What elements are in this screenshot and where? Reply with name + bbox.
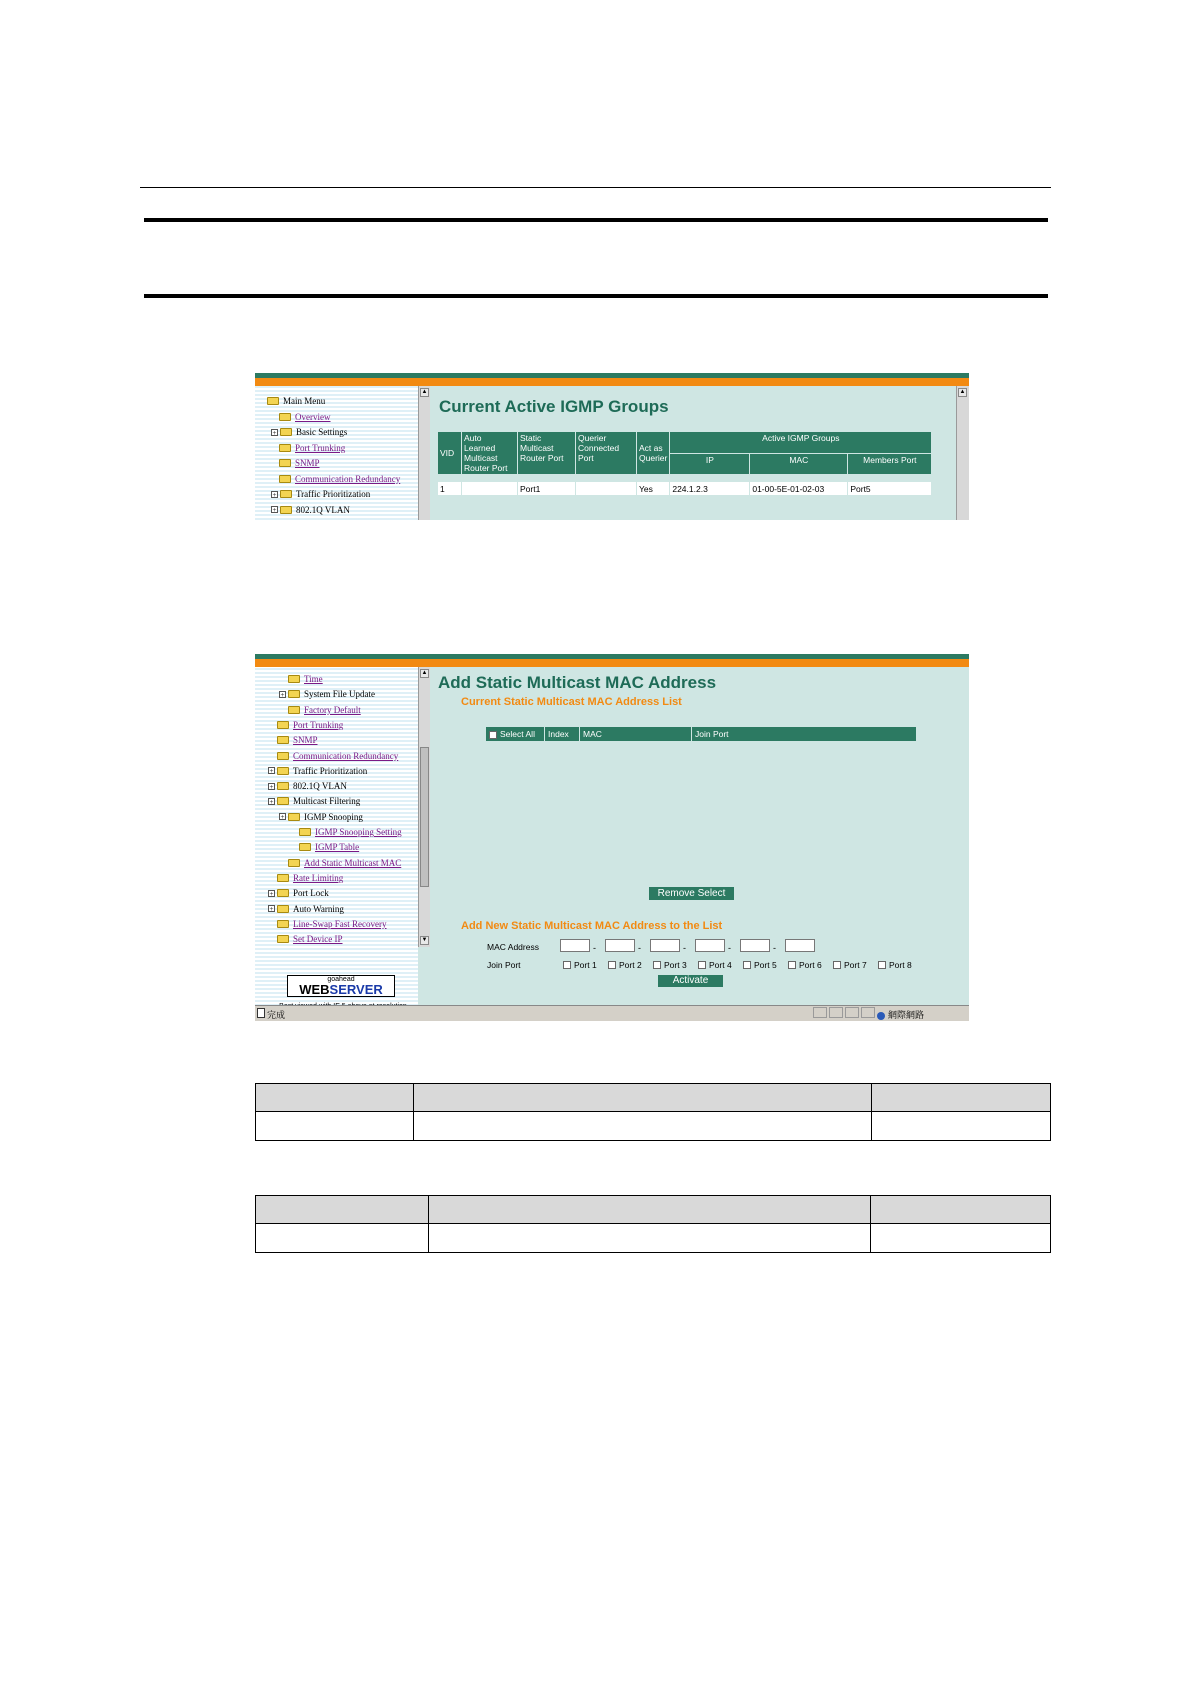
- expand-icon[interactable]: +: [269, 782, 274, 791]
- mac-separator: -: [593, 943, 596, 953]
- nav-item-label: Line-Swap Fast Recovery: [293, 918, 387, 929]
- col-mac: MAC: [580, 727, 692, 741]
- nav-tree: [255, 667, 418, 1006]
- content-scrollbar[interactable]: [956, 386, 969, 520]
- join-port-option[interactable]: [698, 960, 732, 970]
- cell-querier-connected: [576, 482, 637, 496]
- folder-icon: [277, 797, 289, 805]
- expand-icon[interactable]: +: [280, 813, 285, 822]
- mac-octet-input[interactable]: [695, 939, 725, 952]
- folder-icon: [277, 920, 289, 928]
- folder-icon: [279, 444, 291, 452]
- folder-icon: [279, 475, 291, 483]
- port-label: Port 7: [844, 960, 867, 970]
- col-vid: VID: [438, 432, 462, 475]
- nav-item-label: 802.1Q VLAN: [293, 781, 347, 792]
- folder-icon: [277, 721, 289, 729]
- nav-item[interactable]: [279, 443, 345, 453]
- table-row: [438, 482, 932, 496]
- folder-icon: [277, 874, 289, 882]
- folder-icon: [288, 690, 300, 698]
- nav-item-label: Multicast Filtering: [293, 796, 361, 807]
- nav-item-label: Rate Limiting: [293, 872, 344, 883]
- nav-item-label: Basic Settings: [296, 427, 348, 437]
- cell-auto-learned: [462, 482, 518, 496]
- folder-icon: [277, 935, 289, 943]
- cell-members-port: Port5: [848, 482, 932, 496]
- scroll-up-arrow-icon[interactable]: ▲: [421, 389, 428, 395]
- nav-item[interactable]: [277, 919, 386, 929]
- folder-icon: [280, 506, 292, 514]
- activate-button[interactable]: Activate: [657, 974, 724, 988]
- mac-octet-input[interactable]: [605, 939, 635, 952]
- select-all-cell[interactable]: Select All: [486, 727, 545, 741]
- scroll-up-arrow-icon[interactable]: ▲: [421, 670, 428, 676]
- expand-icon[interactable]: +: [272, 490, 277, 499]
- nav-item[interactable]: [271, 489, 370, 499]
- nav-item[interactable]: [268, 781, 347, 791]
- cell-ip: 224.1.2.3: [670, 482, 750, 496]
- expand-icon[interactable]: +: [269, 889, 274, 898]
- nav-item[interactable]: [268, 796, 360, 806]
- expand-icon[interactable]: +: [272, 428, 277, 437]
- nav-item-label: Main Menu: [283, 396, 326, 406]
- expand-icon[interactable]: +: [272, 506, 277, 514]
- nav-item-label: Factory Default: [304, 704, 361, 715]
- nav-item[interactable]: [279, 689, 375, 699]
- mac-separator: -: [638, 943, 641, 953]
- port-checkbox[interactable]: [833, 961, 841, 969]
- mac-separator: -: [728, 943, 731, 953]
- join-port-option[interactable]: [878, 960, 912, 970]
- folder-icon: [279, 413, 291, 421]
- nav-item-label: SNMP: [295, 458, 320, 468]
- cell-vid: 1: [438, 482, 462, 496]
- nav-item-label: Add Static Multicast MAC: [304, 857, 402, 868]
- nav-item-label: Communication Redundancy: [295, 473, 401, 484]
- nav-item[interactable]: [279, 474, 400, 484]
- nav-item-label: Set Device IP: [293, 934, 343, 945]
- goahead-webserver-logo: goahead WEBSERVER: [287, 975, 395, 997]
- folder-icon: [279, 459, 291, 467]
- port-checkbox[interactable]: [788, 961, 796, 969]
- folder-icon: [280, 490, 292, 498]
- nav-item[interactable]: [277, 751, 398, 761]
- col-act-as-querier: Act as Querier: [637, 432, 670, 475]
- folder-icon: [299, 843, 311, 851]
- join-port-option[interactable]: [653, 960, 687, 970]
- section-rule-top: [144, 218, 1048, 222]
- header-rule: [140, 187, 1051, 188]
- folder-icon: [277, 752, 289, 760]
- setting-table-1: [255, 1083, 1051, 1141]
- static-multicast-screenshot: [255, 654, 969, 1021]
- setting-table-2: [255, 1195, 1051, 1253]
- col-index: Index: [545, 727, 580, 741]
- col-querier-connected: Querier Connected Port: [576, 432, 637, 475]
- folder-icon: [277, 889, 289, 897]
- nav-item[interactable]: [277, 720, 343, 730]
- nav-item-label: SNMP: [293, 735, 318, 746]
- scroll-up-arrow-icon[interactable]: ▲: [959, 389, 966, 395]
- accent-bar: [255, 659, 969, 667]
- port-label: Port 5: [754, 960, 777, 970]
- mac-list-header: [486, 727, 916, 741]
- mac-separator: -: [683, 943, 686, 953]
- col-active-groups: Active IGMP Groups: [670, 432, 932, 454]
- mac-octet-input[interactable]: [740, 939, 770, 952]
- igmp-groups-screenshot: [255, 373, 969, 520]
- nav-item-label: Overview: [295, 411, 331, 422]
- remove-select-button[interactable]: Remove Select: [648, 886, 735, 901]
- port-checkbox[interactable]: [698, 961, 706, 969]
- col-mac: MAC: [750, 453, 848, 475]
- join-port-label: Join Port: [487, 960, 521, 970]
- accent-bar: [255, 378, 969, 386]
- page-title: Add Static Multicast MAC Address: [438, 673, 717, 692]
- nav-item[interactable]: [279, 812, 363, 822]
- port-checkbox[interactable]: [653, 961, 661, 969]
- nav-item[interactable]: [277, 873, 343, 883]
- nav-item-label: 802.1Q VLAN: [296, 504, 350, 515]
- col-auto-learned: Auto Learned Multicast Router Port: [462, 432, 518, 475]
- folder-icon: [277, 767, 289, 775]
- expand-icon[interactable]: +: [269, 905, 274, 913]
- port-label: Port 6: [799, 960, 822, 970]
- expand-icon[interactable]: +: [269, 767, 274, 776]
- folder-icon: [299, 828, 311, 836]
- folder-icon: [288, 675, 300, 683]
- expand-icon[interactable]: +: [280, 690, 285, 699]
- nav-item-label: Communication Redundancy: [293, 750, 399, 761]
- mac-separator: -: [773, 943, 776, 953]
- nav-item[interactable]: [268, 766, 367, 776]
- folder-icon: [267, 397, 279, 405]
- port-checkbox[interactable]: [743, 961, 751, 969]
- join-port-option[interactable]: [563, 960, 597, 970]
- nav-item-label: Port Trunking: [293, 719, 344, 730]
- status-text: 完成: [267, 1010, 286, 1020]
- col-ip: IP: [670, 453, 750, 475]
- nav-item-label: Auto Warning: [293, 903, 344, 914]
- mac-octet-input[interactable]: [560, 939, 590, 952]
- port-label: Port 1: [574, 960, 597, 970]
- port-checkbox[interactable]: [878, 961, 886, 969]
- scroll-down-arrow-icon[interactable]: ▼: [421, 937, 428, 943]
- current-list-title: Current Static Multicast MAC Address List: [461, 696, 682, 708]
- nav-item[interactable]: [277, 735, 318, 745]
- nav-item[interactable]: [288, 705, 361, 715]
- folder-icon: [277, 782, 289, 790]
- folder-icon: [280, 428, 292, 436]
- status-bar: [255, 1005, 969, 1021]
- main-content: [429, 667, 969, 1006]
- port-checkbox[interactable]: [608, 961, 616, 969]
- select-all-checkbox[interactable]: [489, 731, 497, 739]
- nav-item[interactable]: [268, 904, 344, 914]
- nav-item[interactable]: [299, 842, 359, 852]
- nav-item[interactable]: [271, 505, 350, 515]
- join-port-option[interactable]: [833, 960, 867, 970]
- section-rule-bottom: [144, 294, 1048, 298]
- mac-address-label: MAC Address: [487, 942, 539, 952]
- nav-item[interactable]: [279, 458, 320, 468]
- nav-tree: [255, 386, 418, 520]
- port-label: Port 3: [664, 960, 687, 970]
- cell-static-router: Port1: [518, 482, 576, 496]
- nav-item-label: System File Update: [304, 689, 375, 700]
- cell-act-as-querier: Yes: [637, 482, 670, 496]
- nav-item-label: Traffic Prioritization: [293, 765, 368, 776]
- port-label: Port 8: [889, 960, 912, 970]
- col-join-port: Join Port: [695, 729, 729, 739]
- page-title: Current Active IGMP Groups: [439, 397, 669, 416]
- expand-icon[interactable]: +: [269, 797, 274, 806]
- join-port-option[interactable]: [743, 960, 777, 970]
- internet-globe-icon: [877, 1012, 885, 1020]
- nav-item[interactable]: [288, 674, 323, 684]
- igmp-groups-table: [437, 431, 932, 496]
- nav-item[interactable]: [288, 858, 401, 868]
- add-new-title: Add New Static Multicast MAC Address to the List: [461, 920, 723, 932]
- nav-item[interactable]: [268, 888, 329, 898]
- zone-indicator: 網際網路: [877, 1008, 924, 1021]
- port-checkbox[interactable]: [563, 961, 571, 969]
- nav-item-label: IGMP Snooping: [304, 811, 363, 822]
- nav-item-label: Time: [304, 674, 323, 684]
- nav-item[interactable]: [279, 412, 331, 422]
- port-label: Port 2: [619, 960, 642, 970]
- main-content: [429, 386, 957, 520]
- mac-octet-input[interactable]: [785, 939, 815, 952]
- nav-item[interactable]: [271, 427, 347, 437]
- cell-mac: 01-00-5E-01-02-03: [750, 482, 848, 496]
- mac-octet-input[interactable]: [650, 939, 680, 952]
- nav-item[interactable]: [299, 827, 402, 837]
- nav-item-label: Port Lock: [293, 888, 329, 899]
- nav-item-label: Port Trunking: [295, 442, 346, 453]
- folder-icon: [277, 905, 289, 913]
- col-static-router: Static Multicast Router Port: [518, 432, 576, 475]
- scroll-thumb[interactable]: [420, 747, 429, 887]
- folder-icon: [288, 859, 300, 867]
- col-members-port: Members Port: [848, 453, 932, 475]
- port-label: Port 4: [709, 960, 732, 970]
- folder-icon: [277, 736, 289, 744]
- page-done-icon: [257, 1008, 265, 1018]
- nav-item-label: Traffic Prioritization: [296, 489, 371, 499]
- nav-item[interactable]: [277, 934, 343, 944]
- nav-item-label: IGMP Snooping Setting: [315, 827, 402, 837]
- join-port-option[interactable]: [608, 960, 642, 970]
- join-port-option[interactable]: [788, 960, 822, 970]
- nav-item-label: IGMP Table: [315, 842, 360, 853]
- nav-item[interactable]: [267, 396, 325, 406]
- folder-icon: [288, 706, 300, 714]
- folder-icon: [288, 813, 300, 821]
